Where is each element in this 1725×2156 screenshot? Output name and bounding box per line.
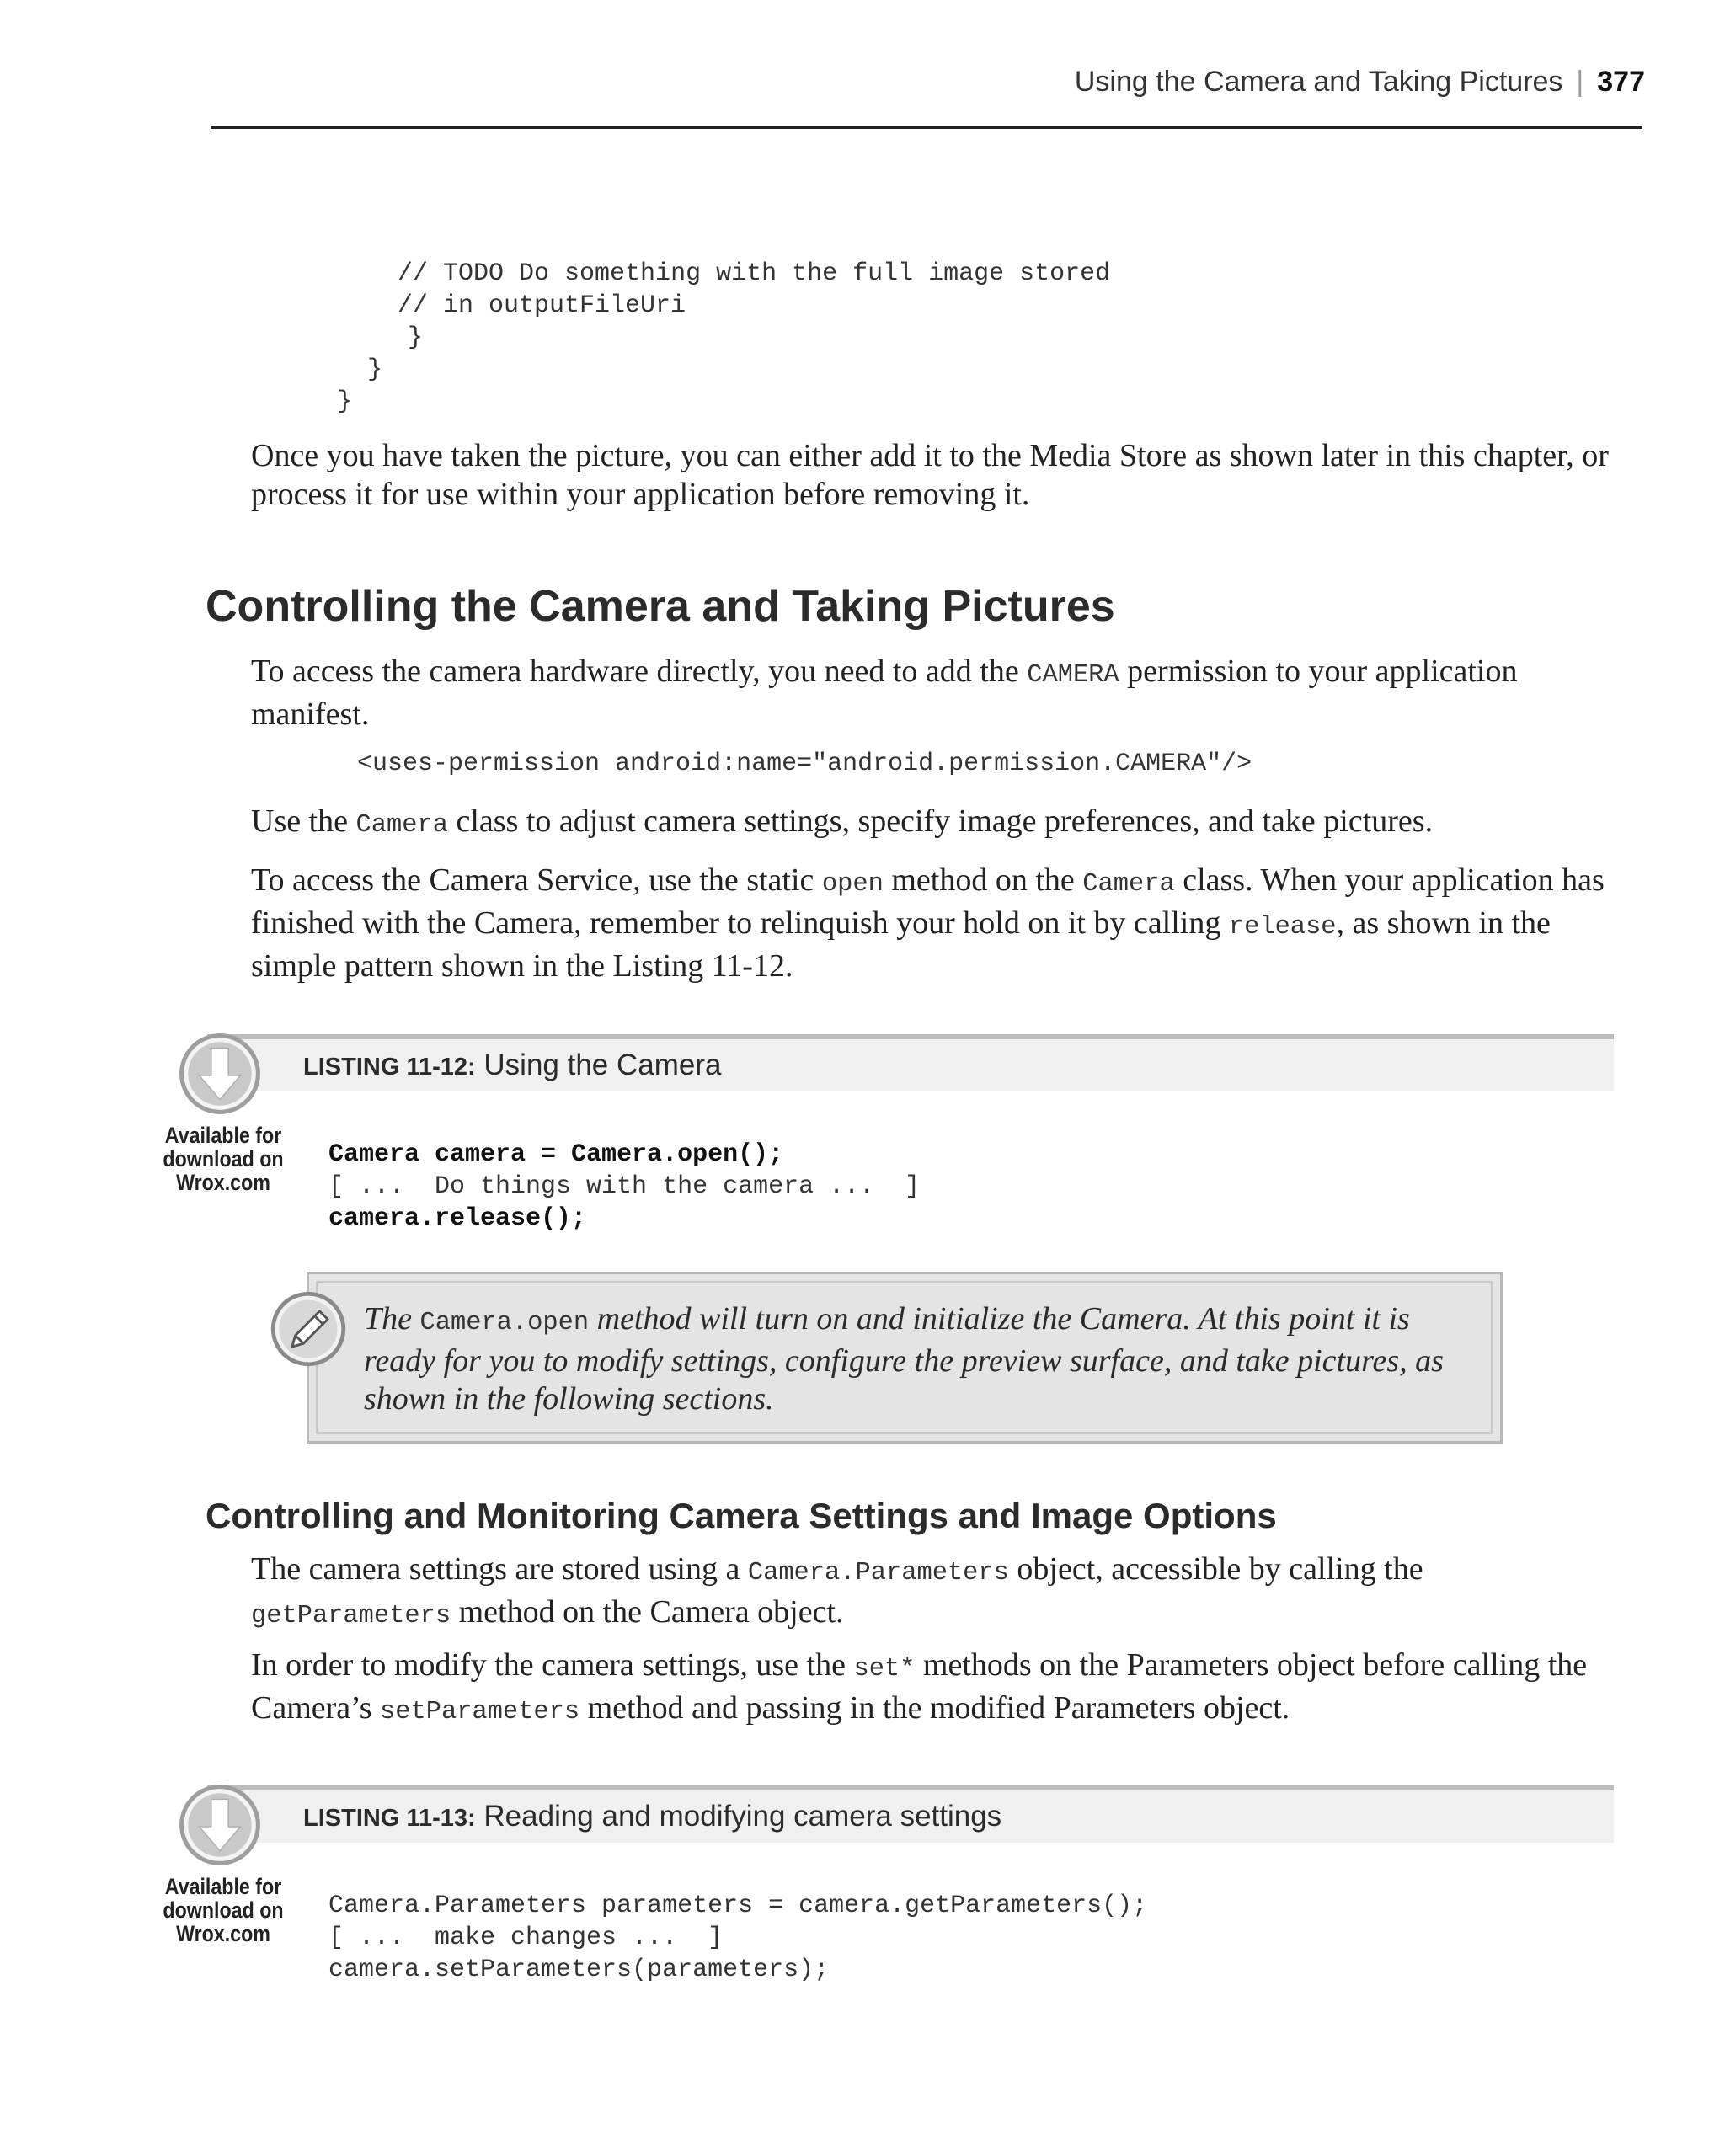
code-line: camera.release(); xyxy=(328,1204,587,1233)
inline-code: Camera xyxy=(355,811,448,840)
running-title: Using the Camera and Taking Pictures xyxy=(1074,66,1563,98)
code-line: // in outputFileUri xyxy=(337,291,686,320)
body-paragraph: In order to modify the camera settings, use the set* methods on the Parameters object before calling the Camera’s setParameters method and passing in the modified Parameters object. xyxy=(251,1647,1588,1726)
note-text: The Camera.open method will turn on and initialize the Camera. At this point it is ready for you to modify settings, configure the preview surface, and take pictures, as shown in the following sections. xyxy=(364,1301,1444,1417)
inline-code: CAMERA xyxy=(1027,661,1119,690)
inline-code: release xyxy=(1228,913,1337,942)
code-line: } xyxy=(377,323,424,352)
inline-code: Camera.Parameters xyxy=(747,1559,1009,1588)
running-head xyxy=(1075,66,1645,99)
inline-code: set* xyxy=(853,1655,916,1684)
code-line: [ ... Do things with the camera ... ] xyxy=(328,1172,921,1201)
code-line: } xyxy=(367,355,383,384)
listing-code xyxy=(328,1890,1147,1986)
download-arrow-icon[interactable] xyxy=(177,1031,263,1117)
header-separator: | xyxy=(1576,66,1584,98)
body-paragraph: To access the Camera Service, use the static open method on the Camera class. When your application has finished with the Camera, remember to relinquish your hold on it by calling release, as shown in the simple pattern shown in the Listing 11-12. xyxy=(251,862,1605,984)
intro-paragraph: Once you have taken the picture, you can either add it to the Media Store as shown later in this chapter, or process it for use within your application before removing it. xyxy=(251,438,1609,512)
inline-code: Camera xyxy=(1082,870,1175,899)
listing-title: LISTING 11-12: Using the Camera xyxy=(303,1049,722,1081)
manifest-code: <uses-permission android:name="android.permission.CAMERA"/> xyxy=(357,750,1252,778)
inline-code: Camera.open xyxy=(419,1309,590,1337)
listing-code xyxy=(328,1139,920,1235)
code-fragment-top xyxy=(337,258,1110,418)
code-line: Camera.Parameters parameters = camera.getParameters(); xyxy=(328,1892,1148,1920)
code-line: [ ... make changes ... ] xyxy=(328,1924,724,1952)
code-line: Camera camera = Camera.open(); xyxy=(328,1140,784,1169)
download-arrow-icon[interactable] xyxy=(177,1782,263,1868)
listing-title: LISTING 11-13: Reading and modifying camera settings xyxy=(303,1800,1002,1833)
download-note[interactable]: Available for download on Wrox.com xyxy=(163,1123,284,1195)
inline-code: setParameters xyxy=(380,1698,580,1726)
page-number: 377 xyxy=(1597,66,1645,98)
code-line: // TODO Do something with the full image stored xyxy=(337,259,1111,288)
header-rule xyxy=(211,126,1642,129)
body-paragraph: Use the Camera class to adjust camera settings, specify image preferences, and take pictures. xyxy=(251,803,1434,840)
body-paragraph: To access the camera hardware directly, you need to add the CAMERA permission to your application manifest. xyxy=(251,654,1518,732)
inline-code: open xyxy=(821,870,884,899)
subsection-heading: Controlling and Monitoring Camera Settings and Image Options xyxy=(206,1496,1277,1535)
code-line: } xyxy=(337,387,353,416)
listing-label: LISTING 11-12: xyxy=(303,1054,476,1081)
body-paragraph: The camera settings are stored using a Camera.Parameters object, accessible by calling the getParameters method on the Camera object. xyxy=(251,1551,1423,1630)
download-note[interactable]: Available for download on Wrox.com xyxy=(163,1874,284,1946)
inline-code: getParameters xyxy=(251,1602,451,1630)
section-heading: Controlling the Camera and Taking Pictures xyxy=(206,582,1115,631)
code-line: camera.setParameters(parameters); xyxy=(328,1956,830,1984)
listing-label: LISTING 11-13: xyxy=(303,1805,476,1832)
pencil-icon xyxy=(268,1289,349,1369)
